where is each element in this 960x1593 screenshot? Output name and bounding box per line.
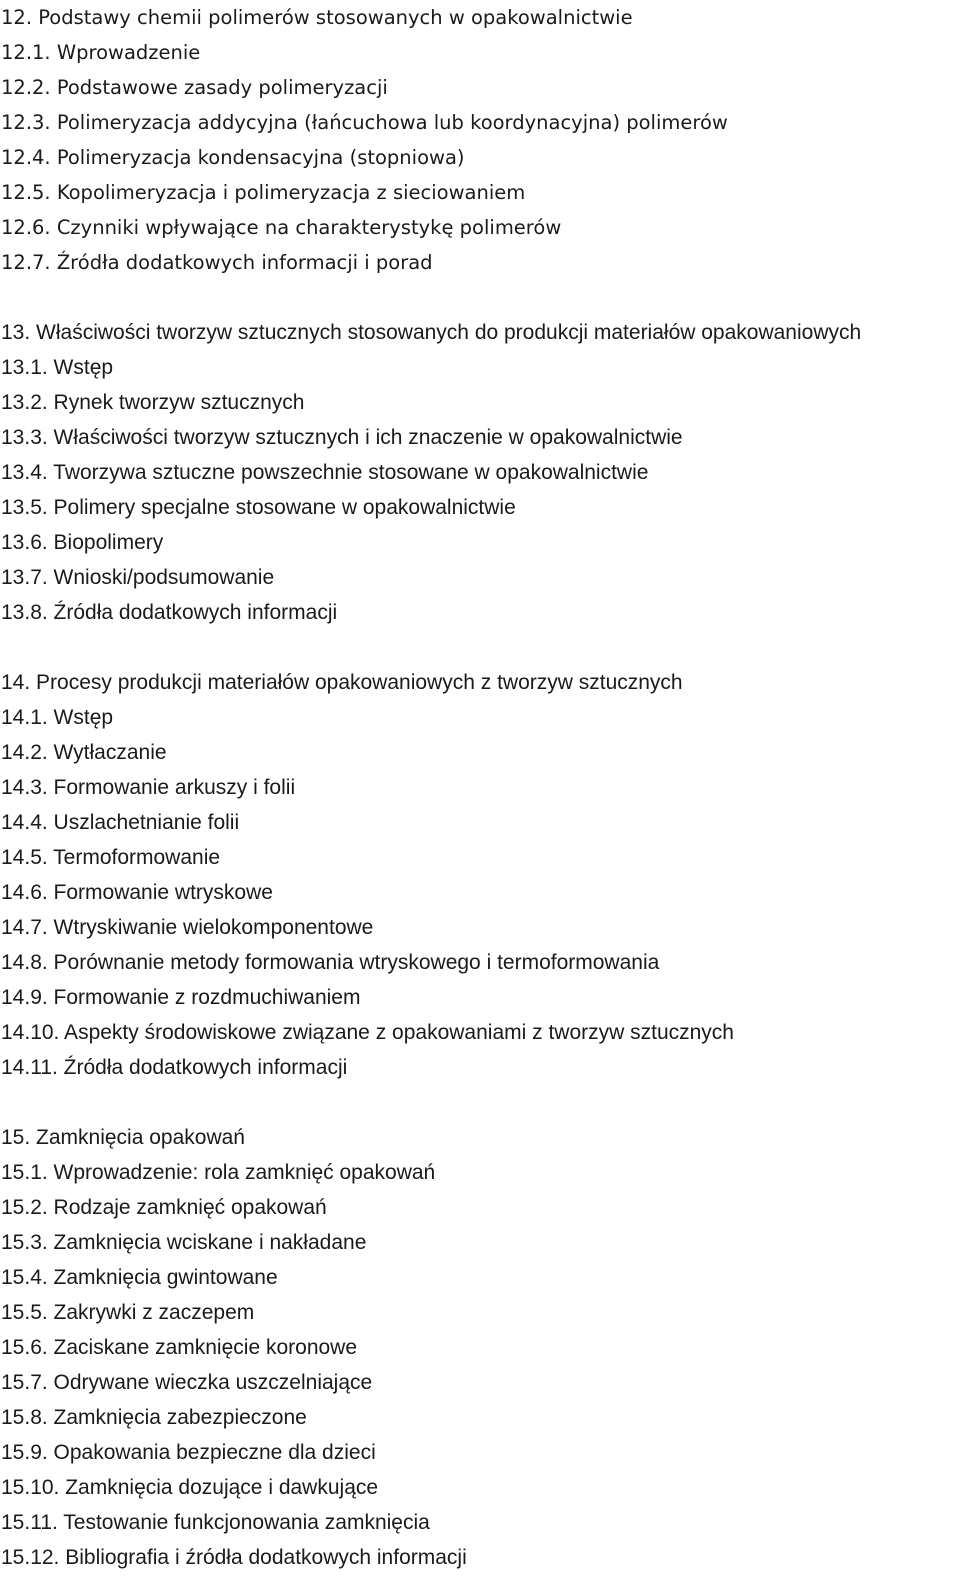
toc-entry: 15.3. Zamknięcia wciskane i nakładane [1, 1231, 367, 1254]
toc-entry: 12.6. Czynniki wpływające na charakterystykę polimerów [1, 216, 562, 239]
toc-entry: 14.2. Wytłaczanie [1, 741, 167, 764]
toc-entry: 13.6. Biopolimery [1, 531, 164, 554]
toc-entry: 14.1. Wstęp [1, 706, 114, 729]
toc-entry: 14.9. Formowanie z rozdmuchiwaniem [1, 986, 361, 1009]
toc-entry: 12.3. Polimeryzacja addycyjna (łańcuchowa lub koordynacyjna) polimerów [1, 111, 728, 134]
chapter-heading: 15. Zamknięcia opakowań [1, 1126, 245, 1149]
toc-entry: 12.2. Podstawowe zasady polimeryzacji [1, 76, 388, 99]
toc-section-12 [0, 0, 960, 280]
toc-entry: 15.1. Wprowadzenie: rola zamknięć opakowań [1, 1161, 436, 1184]
toc-entry: 14.10. Aspekty środowiskowe związane z opakowaniami z tworzyw sztucznych [1, 1021, 734, 1044]
section-spacer [0, 630, 960, 665]
toc-entry: 12.4. Polimeryzacja kondensacyjna (stopniowa) [1, 146, 465, 169]
toc-entry: 14.3. Formowanie arkuszy i folii [1, 776, 296, 799]
toc-section-14 [0, 665, 960, 1085]
toc-entry: 13.3. Właściwości tworzyw sztucznych i ich znaczenie w opakowalnictwie [1, 426, 683, 449]
toc-entry: 14.5. Termoformowanie [1, 846, 221, 869]
toc-entry: 15.6. Zaciskane zamknięcie koronowe [1, 1336, 358, 1359]
chapter-heading: 13. Właściwości tworzyw sztucznych stosowanych do produkcji materiałów opakowaniowych [1, 321, 862, 344]
toc-entry: 14.11. Źródła dodatkowych informacji [1, 1056, 348, 1079]
toc-entry: 15.12. Bibliografia i źródła dodatkowych informacji [1, 1546, 467, 1569]
toc-entry: 15.8. Zamknięcia zabezpieczone [1, 1406, 307, 1429]
toc-section-13 [0, 315, 960, 630]
toc-entry: 15.10. Zamknięcia dozujące i dawkujące [1, 1476, 379, 1499]
chapter-heading: 14. Procesy produkcji materiałów opakowaniowych z tworzyw sztucznych [1, 671, 683, 694]
toc-entry: 15.7. Odrywane wieczka uszczelniające [1, 1371, 373, 1394]
toc-entry: 14.4. Uszlachetnianie folii [1, 811, 240, 834]
toc-entry: 13.1. Wstęp [1, 356, 114, 379]
toc-entry: 13.4. Tworzywa sztuczne powszechnie stosowane w opakowalnictwie [1, 461, 649, 484]
section-spacer [0, 280, 960, 315]
toc-section-15 [0, 1120, 960, 1575]
toc-entry: 15.9. Opakowania bezpieczne dla dzieci [1, 1441, 376, 1464]
section-spacer [0, 1085, 960, 1120]
toc-entry: 14.6. Formowanie wtryskowe [1, 881, 273, 904]
toc-entry: 15.2. Rodzaje zamknięć opakowań [1, 1196, 327, 1219]
toc-entry: 13.7. Wnioski/podsumowanie [1, 566, 275, 589]
toc-entry: 13.5. Polimery specjalne stosowane w opakowalnictwie [1, 496, 516, 519]
toc-entry: 13.2. Rynek tworzyw sztucznych [1, 391, 305, 414]
toc-entry: 15.11. Testowanie funkcjonowania zamknięcia [1, 1511, 430, 1534]
toc-entry: 15.4. Zamknięcia gwintowane [1, 1266, 278, 1289]
toc-entry: 12.7. Źródła dodatkowych informacji i porad [1, 251, 433, 274]
toc-entry: 12.5. Kopolimeryzacja i polimeryzacja z sieciowaniem [1, 181, 526, 204]
toc-entry: 15.5. Zakrywki z zaczepem [1, 1301, 255, 1324]
toc-entry: 12.1. Wprowadzenie [1, 41, 201, 64]
chapter-heading: 12. Podstawy chemii polimerów stosowanych w opakowalnictwie [1, 6, 633, 29]
toc-entry: 14.8. Porównanie metody formowania wtryskowego i termoformowania [1, 951, 660, 974]
toc-entry: 14.7. Wtryskiwanie wielokomponentowe [1, 916, 374, 939]
toc-entry: 13.8. Źródła dodatkowych informacji [1, 601, 338, 624]
